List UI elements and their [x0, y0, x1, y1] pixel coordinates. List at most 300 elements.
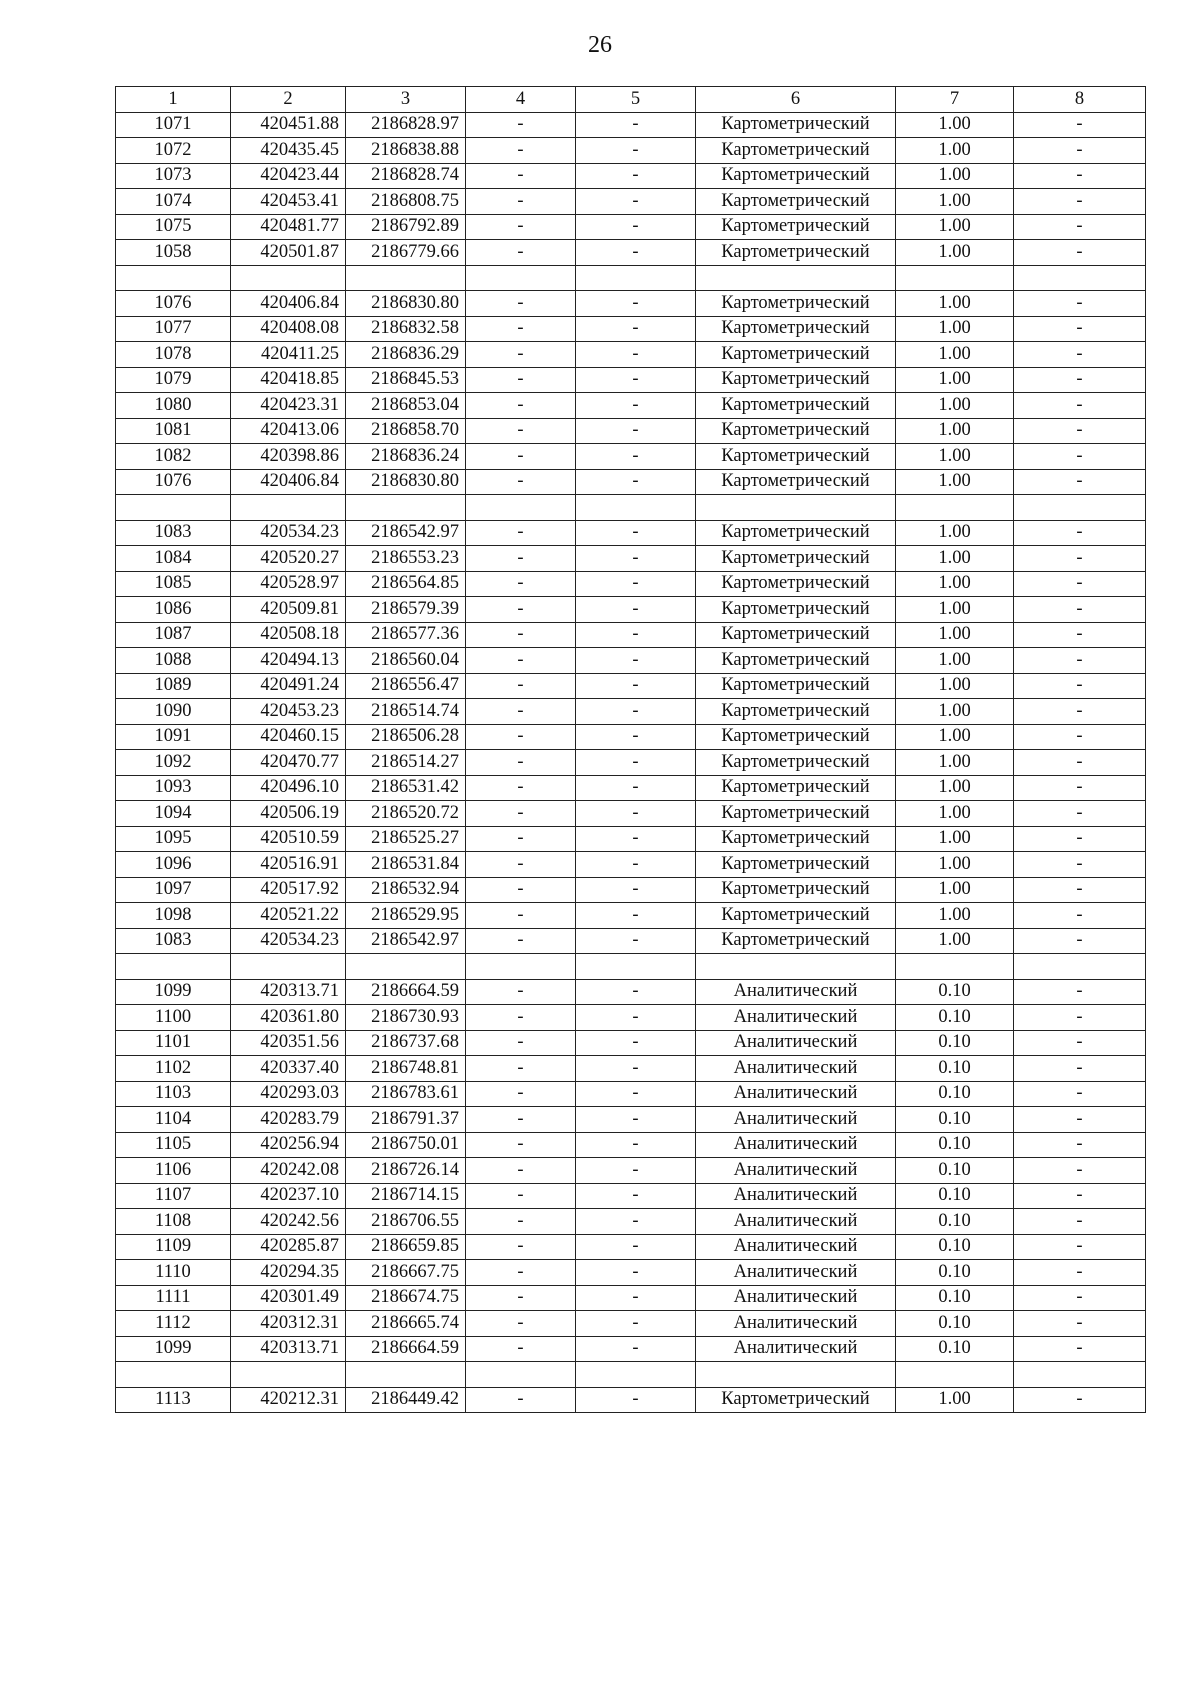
cell-point: 1111: [116, 1285, 231, 1311]
cell-col4: -: [466, 1030, 576, 1056]
cell-point: 1071: [116, 112, 231, 138]
cell-col8: -: [1014, 1081, 1146, 1107]
table-row: [116, 1311, 1146, 1337]
cell-col5: -: [576, 546, 696, 572]
cell-accuracy: 1.00: [896, 622, 1014, 648]
cell-col8: -: [1014, 826, 1146, 852]
cell-point: 1058: [116, 240, 231, 266]
cell-col4: -: [466, 214, 576, 240]
table-row: [116, 852, 1146, 878]
cell-y: [346, 265, 466, 291]
table-row: [116, 928, 1146, 954]
table-row: [116, 775, 1146, 801]
cell-x: 420516.91: [231, 852, 346, 878]
cell-accuracy: 1.00: [896, 775, 1014, 801]
cell-col5: -: [576, 342, 696, 368]
cell-method: Картометрический: [696, 469, 896, 495]
cell-point: 1089: [116, 673, 231, 699]
cell-col8: -: [1014, 699, 1146, 725]
cell-col5: -: [576, 724, 696, 750]
cell-method: Аналитический: [696, 1234, 896, 1260]
cell-y: 2186830.80: [346, 469, 466, 495]
cell-accuracy: 1.00: [896, 112, 1014, 138]
cell-y: [346, 495, 466, 521]
cell-x: 420423.31: [231, 393, 346, 419]
cell-y: 2186674.75: [346, 1285, 466, 1311]
cell-method: [696, 495, 896, 521]
table-row: [116, 393, 1146, 419]
cell-accuracy: 0.10: [896, 1081, 1014, 1107]
cell-col5: -: [576, 1387, 696, 1413]
cell-accuracy: 1.00: [896, 163, 1014, 189]
cell-accuracy: 0.10: [896, 1030, 1014, 1056]
cell-method: Картометрический: [696, 852, 896, 878]
cell-x: 420470.77: [231, 750, 346, 776]
cell-accuracy: 0.10: [896, 979, 1014, 1005]
cell-method: Аналитический: [696, 1311, 896, 1337]
cell-col4: [466, 265, 576, 291]
cell-y: [346, 1362, 466, 1388]
column-header-1: 1: [116, 87, 231, 113]
cell-point: 1075: [116, 214, 231, 240]
table-row-separator: [116, 1362, 1146, 1388]
cell-accuracy: 0.10: [896, 1209, 1014, 1235]
cell-method: Картометрический: [696, 571, 896, 597]
cell-y: 2186838.88: [346, 138, 466, 164]
cell-col4: -: [466, 673, 576, 699]
cell-point: 1074: [116, 189, 231, 215]
cell-method: Картометрический: [696, 775, 896, 801]
cell-accuracy: 1.00: [896, 520, 1014, 546]
cell-x: 420294.35: [231, 1260, 346, 1286]
cell-col4: -: [466, 1234, 576, 1260]
cell-col8: -: [1014, 1132, 1146, 1158]
cell-col4: -: [466, 1081, 576, 1107]
column-header-6: 6: [696, 87, 896, 113]
cell-method: Аналитический: [696, 979, 896, 1005]
cell-accuracy: 1.00: [896, 852, 1014, 878]
cell-method: [696, 954, 896, 980]
cell-col5: -: [576, 622, 696, 648]
cell-col8: -: [1014, 724, 1146, 750]
cell-col8: -: [1014, 597, 1146, 623]
table-row: [116, 724, 1146, 750]
cell-method: Картометрический: [696, 367, 896, 393]
page-number: 26: [588, 32, 612, 58]
table-row: [116, 1132, 1146, 1158]
cell-accuracy: 1.00: [896, 571, 1014, 597]
cell-point: 1099: [116, 1336, 231, 1362]
cell-y: 2186664.59: [346, 1336, 466, 1362]
cell-x: 420509.81: [231, 597, 346, 623]
cell-method: Картометрический: [696, 622, 896, 648]
cell-col4: -: [466, 189, 576, 215]
cell-x: 420212.31: [231, 1387, 346, 1413]
cell-col5: -: [576, 571, 696, 597]
column-header-3: 3: [346, 87, 466, 113]
cell-y: 2186830.80: [346, 291, 466, 317]
cell-col4: -: [466, 699, 576, 725]
cell-y: 2186853.04: [346, 393, 466, 419]
cell-x: 420406.84: [231, 291, 346, 317]
cell-y: 2186529.95: [346, 903, 466, 929]
cell-col5: -: [576, 214, 696, 240]
cell-method: Аналитический: [696, 1158, 896, 1184]
cell-col8: -: [1014, 1183, 1146, 1209]
cell-y: 2186506.28: [346, 724, 466, 750]
cell-accuracy: 0.10: [896, 1234, 1014, 1260]
cell-y: 2186665.74: [346, 1311, 466, 1337]
cell-col4: -: [466, 138, 576, 164]
cell-accuracy: [896, 1362, 1014, 1388]
cell-x: 420451.88: [231, 112, 346, 138]
cell-accuracy: 0.10: [896, 1285, 1014, 1311]
table-row: [116, 316, 1146, 342]
cell-method: [696, 265, 896, 291]
cell-col4: -: [466, 724, 576, 750]
cell-method: Аналитический: [696, 1260, 896, 1286]
cell-point: 1087: [116, 622, 231, 648]
cell-x: 420418.85: [231, 367, 346, 393]
cell-accuracy: 0.10: [896, 1311, 1014, 1337]
column-header-8: 8: [1014, 87, 1146, 113]
cell-x: 420313.71: [231, 1336, 346, 1362]
cell-point: 1076: [116, 469, 231, 495]
table-row-separator: [116, 495, 1146, 521]
table-header-row: [116, 87, 1146, 113]
cell-accuracy: 0.10: [896, 1336, 1014, 1362]
cell-point: 1103: [116, 1081, 231, 1107]
table-row: [116, 1005, 1146, 1031]
cell-col5: -: [576, 1311, 696, 1337]
cell-col5: [576, 495, 696, 521]
cell-x: 420491.24: [231, 673, 346, 699]
cell-col8: -: [1014, 1030, 1146, 1056]
cell-x: 420237.10: [231, 1183, 346, 1209]
cell-accuracy: 1.00: [896, 597, 1014, 623]
cell-col8: [1014, 954, 1146, 980]
table-row: [116, 214, 1146, 240]
cell-col8: -: [1014, 112, 1146, 138]
cell-point: 1100: [116, 1005, 231, 1031]
cell-col5: -: [576, 393, 696, 419]
cell-col4: -: [466, 469, 576, 495]
cell-accuracy: 1.00: [896, 316, 1014, 342]
cell-x: 420285.87: [231, 1234, 346, 1260]
table-row: [116, 112, 1146, 138]
cell-point: 1112: [116, 1311, 231, 1337]
cell-method: Аналитический: [696, 1209, 896, 1235]
cell-col4: -: [466, 928, 576, 954]
cell-point: 1073: [116, 163, 231, 189]
cell-accuracy: 1.00: [896, 826, 1014, 852]
cell-x: 420528.97: [231, 571, 346, 597]
cell-col8: -: [1014, 1056, 1146, 1082]
cell-method: Картометрический: [696, 750, 896, 776]
cell-point: 1083: [116, 520, 231, 546]
table-row: [116, 240, 1146, 266]
cell-method: Картометрический: [696, 520, 896, 546]
cell-accuracy: 1.00: [896, 291, 1014, 317]
cell-method: Картометрический: [696, 826, 896, 852]
cell-point: 1105: [116, 1132, 231, 1158]
cell-col5: -: [576, 367, 696, 393]
cell-method: Картометрический: [696, 673, 896, 699]
cell-col4: -: [466, 240, 576, 266]
cell-col5: -: [576, 418, 696, 444]
cell-col8: [1014, 495, 1146, 521]
cell-point: 1090: [116, 699, 231, 725]
cell-point: [116, 495, 231, 521]
cell-x: 420312.31: [231, 1311, 346, 1337]
cell-col4: -: [466, 520, 576, 546]
cell-x: [231, 954, 346, 980]
cell-point: 1084: [116, 546, 231, 572]
cell-method: Картометрический: [696, 112, 896, 138]
cell-col4: -: [466, 1336, 576, 1362]
cell-col4: -: [466, 546, 576, 572]
cell-accuracy: 1.00: [896, 214, 1014, 240]
cell-col5: [576, 1362, 696, 1388]
cell-point: 1077: [116, 316, 231, 342]
cell-y: 2186779.66: [346, 240, 466, 266]
cell-point: [116, 1362, 231, 1388]
cell-col8: -: [1014, 928, 1146, 954]
cell-method: Картометрический: [696, 1387, 896, 1413]
cell-y: 2186542.97: [346, 520, 466, 546]
cell-col4: -: [466, 622, 576, 648]
cell-y: 2186791.37: [346, 1107, 466, 1133]
cell-col8: -: [1014, 316, 1146, 342]
cell-col8: -: [1014, 393, 1146, 419]
cell-col8: -: [1014, 163, 1146, 189]
cell-col4: -: [466, 648, 576, 674]
cell-col5: -: [576, 699, 696, 725]
cell-x: [231, 265, 346, 291]
cell-col5: -: [576, 240, 696, 266]
cell-method: Аналитический: [696, 1107, 896, 1133]
cell-point: 1104: [116, 1107, 231, 1133]
cell-col8: -: [1014, 546, 1146, 572]
cell-y: 2186750.01: [346, 1132, 466, 1158]
cell-col8: -: [1014, 801, 1146, 827]
cell-col4: -: [466, 163, 576, 189]
table-row: [116, 1234, 1146, 1260]
cell-y: 2186828.97: [346, 112, 466, 138]
cell-col4: [466, 954, 576, 980]
cell-x: 420506.19: [231, 801, 346, 827]
cell-point: 1088: [116, 648, 231, 674]
cell-y: 2186560.04: [346, 648, 466, 674]
cell-y: 2186531.42: [346, 775, 466, 801]
cell-col5: -: [576, 1132, 696, 1158]
cell-y: 2186520.72: [346, 801, 466, 827]
cell-col8: -: [1014, 877, 1146, 903]
table-row: [116, 1183, 1146, 1209]
cell-col5: -: [576, 444, 696, 470]
cell-y: 2186706.55: [346, 1209, 466, 1235]
cell-col4: [466, 495, 576, 521]
cell-x: 420494.13: [231, 648, 346, 674]
cell-y: 2186832.58: [346, 316, 466, 342]
cell-point: 1078: [116, 342, 231, 368]
cell-point: 1109: [116, 1234, 231, 1260]
cell-col5: -: [576, 673, 696, 699]
cell-x: 420301.49: [231, 1285, 346, 1311]
cell-x: 420496.10: [231, 775, 346, 801]
cell-method: Картометрический: [696, 240, 896, 266]
cell-col5: -: [576, 291, 696, 317]
cell-col8: -: [1014, 1387, 1146, 1413]
table-row: [116, 163, 1146, 189]
cell-point: 1096: [116, 852, 231, 878]
cell-y: 2186730.93: [346, 1005, 466, 1031]
cell-accuracy: 1.00: [896, 393, 1014, 419]
cell-col5: -: [576, 520, 696, 546]
cell-method: Картометрический: [696, 877, 896, 903]
cell-col4: -: [466, 444, 576, 470]
cell-y: 2186564.85: [346, 571, 466, 597]
cell-accuracy: 1.00: [896, 648, 1014, 674]
cell-method: Аналитический: [696, 1081, 896, 1107]
cell-accuracy: 0.10: [896, 1183, 1014, 1209]
cell-x: 420453.41: [231, 189, 346, 215]
cell-y: 2186531.84: [346, 852, 466, 878]
cell-accuracy: 0.10: [896, 1056, 1014, 1082]
cell-col5: -: [576, 469, 696, 495]
cell-y: 2186858.70: [346, 418, 466, 444]
cell-y: 2186542.97: [346, 928, 466, 954]
cell-col8: -: [1014, 520, 1146, 546]
cell-col4: -: [466, 1260, 576, 1286]
cell-x: 420283.79: [231, 1107, 346, 1133]
cell-method: Картометрический: [696, 546, 896, 572]
cell-accuracy: 1.00: [896, 444, 1014, 470]
table-row: [116, 1260, 1146, 1286]
cell-col5: [576, 265, 696, 291]
cell-col4: -: [466, 1056, 576, 1082]
coordinates-table: [115, 86, 1146, 1413]
cell-x: 420460.15: [231, 724, 346, 750]
cell-col5: -: [576, 852, 696, 878]
cell-x: [231, 1362, 346, 1388]
cell-y: 2186714.15: [346, 1183, 466, 1209]
cell-accuracy: 1.00: [896, 877, 1014, 903]
cell-accuracy: 1.00: [896, 367, 1014, 393]
cell-accuracy: 1.00: [896, 750, 1014, 776]
cell-col4: [466, 1362, 576, 1388]
cell-col8: -: [1014, 673, 1146, 699]
table-row: [116, 138, 1146, 164]
cell-col8: -: [1014, 189, 1146, 215]
cell-col5: -: [576, 189, 696, 215]
cell-point: 1095: [116, 826, 231, 852]
table-row: [116, 750, 1146, 776]
cell-point: 1108: [116, 1209, 231, 1235]
cell-point: 1086: [116, 597, 231, 623]
cell-point: 1092: [116, 750, 231, 776]
table-row: [116, 1285, 1146, 1311]
cell-x: 420453.23: [231, 699, 346, 725]
cell-point: 1081: [116, 418, 231, 444]
cell-accuracy: 1.00: [896, 469, 1014, 495]
cell-accuracy: 0.10: [896, 1005, 1014, 1031]
cell-accuracy: [896, 495, 1014, 521]
cell-col8: -: [1014, 469, 1146, 495]
cell-accuracy: [896, 265, 1014, 291]
cell-x: 420521.22: [231, 903, 346, 929]
cell-accuracy: 1.00: [896, 138, 1014, 164]
cell-x: 420242.56: [231, 1209, 346, 1235]
cell-col8: -: [1014, 979, 1146, 1005]
cell-point: 1082: [116, 444, 231, 470]
table-row: [116, 520, 1146, 546]
cell-point: 1079: [116, 367, 231, 393]
cell-col8: -: [1014, 648, 1146, 674]
cell-x: 420510.59: [231, 826, 346, 852]
cell-point: 1072: [116, 138, 231, 164]
cell-col8: -: [1014, 903, 1146, 929]
cell-col4: -: [466, 342, 576, 368]
cell-x: 420337.40: [231, 1056, 346, 1082]
cell-accuracy: 0.10: [896, 1107, 1014, 1133]
cell-y: 2186737.68: [346, 1030, 466, 1056]
cell-method: Картометрический: [696, 138, 896, 164]
cell-accuracy: 1.00: [896, 699, 1014, 725]
cell-y: 2186783.61: [346, 1081, 466, 1107]
column-header-7: 7: [896, 87, 1014, 113]
cell-x: 420517.92: [231, 877, 346, 903]
table-row: [116, 622, 1146, 648]
cell-method: Картометрический: [696, 214, 896, 240]
cell-method: Аналитический: [696, 1336, 896, 1362]
cell-x: 420520.27: [231, 546, 346, 572]
table-row-separator: [116, 954, 1146, 980]
cell-method: Картометрический: [696, 393, 896, 419]
cell-x: 420351.56: [231, 1030, 346, 1056]
cell-y: 2186514.74: [346, 699, 466, 725]
cell-y: 2186514.27: [346, 750, 466, 776]
cell-y: 2186553.23: [346, 546, 466, 572]
cell-point: 1110: [116, 1260, 231, 1286]
cell-method: Картометрический: [696, 291, 896, 317]
cell-col5: -: [576, 877, 696, 903]
cell-y: 2186556.47: [346, 673, 466, 699]
cell-col8: -: [1014, 1234, 1146, 1260]
cell-y: 2186532.94: [346, 877, 466, 903]
table-row: [116, 1158, 1146, 1184]
cell-y: [346, 954, 466, 980]
cell-method: [696, 1362, 896, 1388]
cell-point: [116, 954, 231, 980]
cell-x: 420413.06: [231, 418, 346, 444]
cell-x: 420508.18: [231, 622, 346, 648]
cell-col4: -: [466, 877, 576, 903]
cell-y: 2186726.14: [346, 1158, 466, 1184]
cell-method: Аналитический: [696, 1005, 896, 1031]
cell-col5: -: [576, 1260, 696, 1286]
cell-method: Картометрический: [696, 163, 896, 189]
table-row: [116, 1336, 1146, 1362]
table-row: [116, 1387, 1146, 1413]
table-row: [116, 979, 1146, 1005]
cell-col4: -: [466, 1209, 576, 1235]
cell-point: 1085: [116, 571, 231, 597]
cell-method: Аналитический: [696, 1132, 896, 1158]
cell-col4: -: [466, 1158, 576, 1184]
cell-method: Аналитический: [696, 1056, 896, 1082]
cell-col8: -: [1014, 1209, 1146, 1235]
